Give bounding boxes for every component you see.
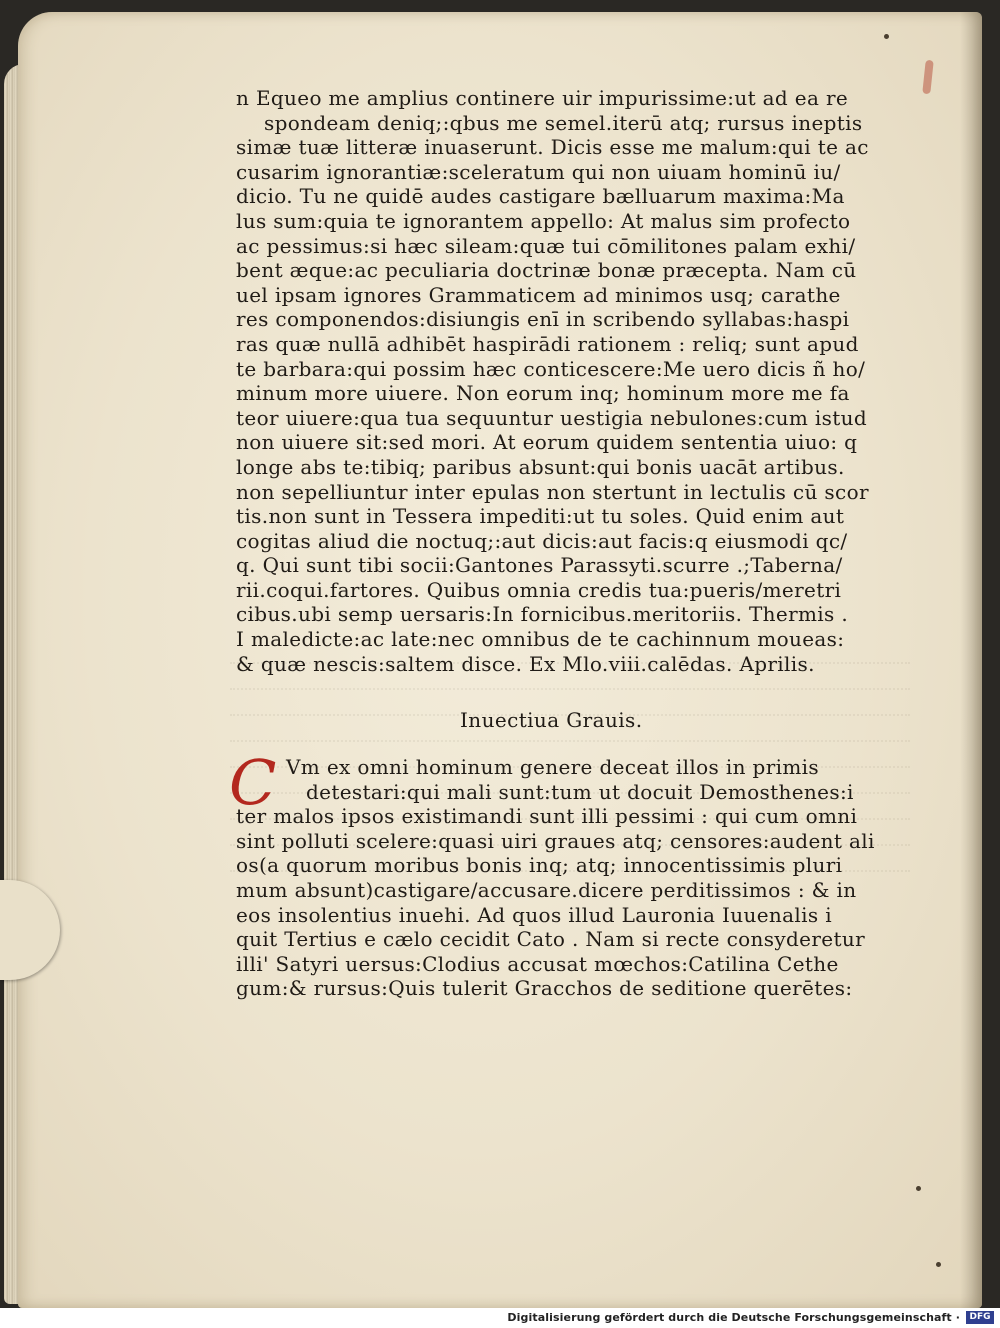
text-line: dicio. Tu ne quidē audes castigare bælluarum maxima:Ma [236,184,845,209]
text-line: te barbara:qui possim hæc conticescere:Me uero dicis ñ ho/ [236,356,866,381]
text-line: longe abs te:tibiq; paribus absunt:qui bonis uacāt artibus. [236,454,845,479]
text-line: minum more uiuere. Non eorum inq; hominum more me fa [236,381,850,406]
text-line: non sepelliuntur inter epulas non stertunt in lectulis cū scor [236,479,869,504]
text-line: res componendos:disiungis enī in scribendo syllabas:haspi [236,307,850,332]
text-line: n Equeo me amplius continere uir impurissime:ut ad ea re [236,86,849,110]
text-line: ras quæ nullā adhibēt haspirādi rationem : reliq; sunt apud [236,331,859,356]
text-line: cusarim ignorantiæ:sceleratum qui non uiuam hominū iu/ [236,159,841,184]
section-heading: Inuectiua Grauis. [460,708,643,732]
text-line: q. Qui sunt tibi socii:Gantones Parassyti.scurre .;Taberna/ [236,553,843,578]
text-line: rii.coqui.fartores. Quibus omnia credis tua:pueris/meretri [236,577,842,602]
text-line: detestari:qui mali sunt:tum ut docuit Demosthenes:i [306,779,854,804]
text-line: lus sum:quia te ignorantem appello: At malus sim profecto [236,208,851,233]
ink-speck [884,34,889,39]
footer-bar [0,1308,1000,1328]
text-line: simæ tuæ litteræ inuaserunt. Dicis esse me malum:qui te ac [236,135,869,160]
text-line: Vm ex omni hominum genere deceat illos in primis [286,755,820,779]
ink-speck [916,1186,921,1191]
dfg-logo: DFG [966,1311,994,1324]
invective-text [236,755,886,1001]
page-gutter-shadow [960,12,982,1308]
text-line: tis.non sunt in Tessera impediti:ut tu soles. Quid enim aut [236,504,845,529]
text-line: non uiuere sit:sed mori. At eorum quidem sententia uiuo: q [236,430,858,455]
text-line: spondeam deniq;:qbus me semel.iterū atq; rursus ineptis [264,110,863,135]
text-line: ter malos ipsos existimandi sunt illi pessimi : qui cum omni [236,804,858,829]
funding-credit: Digitalisierung gefördert durch die Deutsche Forschungsgemeinschaft · [507,1311,960,1324]
letter-text [236,86,886,676]
text-line: teor uiuere:qua tua sequuntur uestigia nebulones:cum istud [236,405,868,430]
ink-speck [936,1262,941,1267]
text-line: ac pessimus:si hæc sileam:quæ tui cōmilitones palam exhi/ [236,233,856,258]
text-line: sint polluti scelere:quasi uiri graues atq; censores:audent ali [236,828,875,853]
initial-dropcap: C [229,746,277,819]
text-line: cibus.ubi semp uersaris:In fornicibus.meritoriis. Thermis . [236,602,849,627]
text-line: os(a quorum moribus bonis inq; atq; innocentissimis pluri [236,853,843,878]
text-line: mum absunt)castigare/accusare.dicere perditissimos : & in [236,877,857,902]
text-line: bent æque:ac peculiaria doctrinæ bonæ præcepta. Nam cū [236,258,857,283]
text-line: eos insolentius inuehi. Ad quos illud Lauronia Iuuenalis i [236,902,832,927]
text-line: cogitas aliud die noctuq;:aut dicis:aut facis:q eiusmodi qc/ [236,528,848,553]
text-line: & quæ nescis:saltem disce. Ex Mlo.viii.calēdas. Aprilis. [236,651,815,676]
text-line: quit Tertius e cælo cecidit Cato . Nam si recte consyderetur [236,927,865,952]
text-line: gum:& rursus:Quis tulerit Gracchos de seditione querētes: [236,976,853,1001]
text-line: I maledicte:ac late:nec omnibus de te cachinnum moueas: [236,627,845,652]
text-line: uel ipsam ignores Grammaticem ad minimos usq; carathe [236,282,841,307]
text-line: illi' Satyri uersus:Clodius accusat mœchos:Catilina Cethe [236,951,839,976]
